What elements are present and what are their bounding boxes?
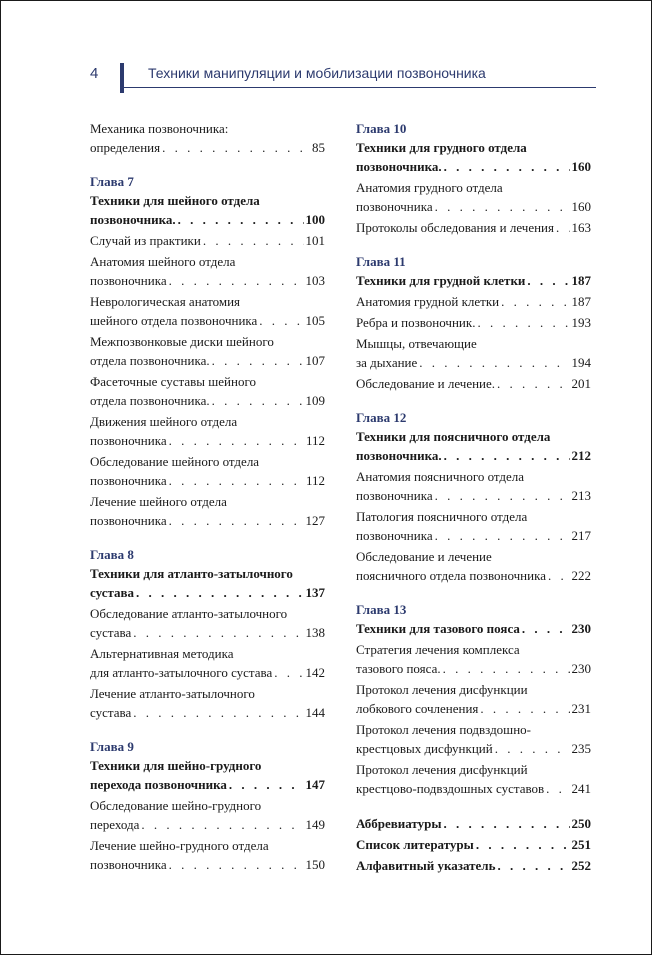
toc-page-number: 250 [571, 816, 591, 831]
toc-entry[interactable] [356, 218, 591, 237]
toc-entry-text: лобкового сочленения [356, 701, 479, 716]
toc-entry[interactable] [90, 604, 325, 642]
toc-entry-last-line [356, 619, 591, 638]
toc-page-number: 187 [571, 273, 591, 288]
toc-entry[interactable] [356, 760, 591, 798]
chapter-label: Глава 12 [356, 410, 407, 425]
toc-entry-text: Анатомия грудного отдела [356, 180, 503, 195]
toc-entry-last-line [356, 814, 591, 833]
toc-entry-last-line [90, 431, 325, 450]
toc-entry[interactable] [90, 452, 325, 490]
toc-page-number: 241 [571, 781, 591, 796]
toc-page-number: 100 [305, 212, 325, 227]
toc-page-number: 230 [571, 621, 591, 636]
toc-page-number: 251 [571, 837, 591, 852]
toc-page-number: 187 [571, 294, 591, 309]
toc-page-number: 109 [305, 393, 325, 408]
toc-page-number: 112 [305, 473, 325, 488]
toc-page-number: 149 [305, 817, 325, 832]
toc-page-number: 147 [305, 777, 325, 792]
toc-entry-text: Обследование атланто-затылочного [90, 606, 288, 621]
dot-leader [497, 856, 569, 875]
toc-entry[interactable] [90, 372, 325, 410]
toc-entry-last-line [356, 486, 591, 505]
toc-page-number: 144 [305, 705, 325, 720]
toc-entry-text: Патология поясничного отдела [356, 509, 528, 524]
toc-page-number: 252 [571, 858, 591, 873]
toc-entry-text: позвоночника [90, 857, 167, 872]
dot-leader [136, 583, 303, 602]
dot-leader [522, 619, 570, 638]
toc-entry-text: за дыхание [356, 355, 418, 370]
dot-leader [477, 313, 569, 332]
toc-entry-last-line [90, 623, 325, 642]
chapter-label: Глава 13 [356, 602, 407, 617]
toc-entry-text: для атланто-затылочного сустава [90, 665, 273, 680]
toc-entry-text: Стратегия лечения комплекса [356, 642, 520, 657]
toc-chapter-title[interactable] [356, 835, 591, 854]
toc-entry-last-line [90, 351, 325, 370]
toc-entry-last-line [356, 292, 591, 311]
dot-leader [169, 511, 304, 530]
toc-entry-text: Альтернативная методика [90, 646, 234, 661]
toc-entry-text: тазового пояса. [356, 661, 441, 676]
dot-leader [444, 446, 570, 465]
dot-leader [444, 814, 570, 833]
toc-entry-text: Движения шейного отдела [90, 414, 238, 429]
toc-entry-text: Техники для грудного отдела [356, 140, 527, 155]
dot-leader [212, 391, 304, 410]
toc-page-number: 201 [571, 376, 591, 391]
header-rule [120, 87, 596, 88]
dot-leader [169, 471, 304, 490]
toc-entry-last-line [90, 471, 325, 490]
toc-entry[interactable] [90, 492, 325, 530]
dot-leader [133, 623, 303, 642]
toc-entry-last-line [356, 446, 591, 465]
toc-entry-text: Случай из практики [90, 233, 201, 248]
running-title: Техники манипуляции и мобилизации позвоночника [148, 65, 486, 81]
toc-entry-text: Анатомия поясничного отдела [356, 469, 525, 484]
toc-entry-text: Техники для грудной клетки [356, 273, 526, 288]
toc-entry[interactable] [90, 252, 325, 290]
toc-entry[interactable] [356, 467, 591, 505]
toc-page-number: 163 [571, 220, 591, 235]
dot-leader [556, 218, 570, 237]
toc-entry-text: Лечение шейного отдела [90, 494, 227, 509]
dot-leader [546, 779, 569, 798]
toc-entry[interactable] [356, 374, 591, 393]
toc-entry-last-line [356, 197, 591, 216]
toc-entry[interactable] [90, 231, 325, 250]
toc-entry-text: Межпозвонковые диски шейного [90, 334, 274, 349]
toc-entry-last-line [356, 353, 591, 372]
toc-page-number: 212 [571, 448, 591, 463]
toc-page-number: 105 [305, 313, 325, 328]
toc-entry-last-line [90, 855, 325, 874]
chapter-label: Глава 7 [90, 174, 134, 189]
dot-leader [476, 835, 570, 854]
toc-entry-last-line [356, 374, 591, 393]
dot-leader [162, 138, 310, 157]
toc-entry-last-line [90, 231, 325, 250]
toc-entry-text: Фасеточные суставы шейного [90, 374, 256, 389]
toc-entry[interactable] [356, 178, 591, 216]
toc-entry-last-line [90, 271, 325, 290]
toc-entry-text: Лечение атланто-затылочного [90, 686, 255, 701]
toc-entry-last-line [356, 699, 591, 718]
toc-entry-text: Техники для тазового пояса [356, 621, 520, 636]
toc-chapter-title[interactable] [356, 619, 591, 638]
toc-entry[interactable] [356, 292, 591, 311]
toc-page-number: 230 [571, 661, 591, 676]
toc-chapter-title[interactable] [90, 191, 325, 229]
toc-entry[interactable] [90, 684, 325, 722]
toc-entry[interactable] [90, 119, 325, 157]
dot-leader [480, 699, 569, 718]
toc-page-number: 137 [305, 585, 325, 600]
toc-page-number: 160 [571, 199, 591, 214]
toc-entry[interactable] [356, 720, 591, 758]
toc-entry-text: Анатомия грудной клетки [356, 294, 500, 309]
toc-entry-last-line [356, 526, 591, 545]
toc-entry-text: сустава [90, 585, 135, 600]
toc-page-number: 194 [571, 355, 591, 370]
toc-page-number: 142 [305, 665, 325, 680]
toc-entry-text: Обследование и лечение. [356, 376, 496, 391]
toc-entry-text: позвоночника [90, 433, 167, 448]
toc-entry[interactable] [90, 644, 325, 682]
toc-entry-text: Протокол лечения подвздошно- [356, 722, 531, 737]
toc-entry-last-line [356, 835, 591, 854]
toc-page-number: 85 [312, 140, 325, 155]
toc-chapter-title[interactable] [356, 427, 591, 465]
toc-page-number: 107 [305, 353, 325, 368]
dot-leader [435, 197, 570, 216]
toc-entry-text: позвоночника. [356, 448, 442, 463]
toc-entry[interactable] [356, 507, 591, 545]
toc-chapter-title[interactable] [356, 856, 591, 875]
toc-entry-text: Протокол лечения дисфункции [356, 682, 528, 697]
toc-entry-text: позвоночника. [356, 159, 442, 174]
toc-entry[interactable] [90, 292, 325, 330]
toc-entry-text: Механика позвоночника: [90, 121, 229, 136]
toc-entry-text: крестцово-подвздошных суставов [356, 781, 545, 796]
chapter-label: Глава 11 [356, 254, 406, 269]
toc-page-number: 231 [571, 701, 591, 716]
toc-entry-last-line [356, 271, 591, 290]
toc-entry-last-line [356, 218, 591, 237]
chapter-label: Глава 10 [356, 121, 407, 136]
toc-page-number: 217 [571, 528, 591, 543]
toc-entry-text: позвоночника. [90, 212, 176, 227]
dot-leader [495, 739, 570, 758]
toc-entry-text: сустава [90, 705, 132, 720]
toc-entry-text: Техники для шейно-грудного [90, 758, 262, 773]
toc-entry-text: перехода [90, 817, 140, 832]
toc-page-number: 103 [305, 273, 325, 288]
toc-entry-text: отдела позвоночника. [90, 393, 210, 408]
section-spacer [356, 800, 591, 814]
toc-entry-text: Список литературы [356, 837, 474, 852]
toc-entry-text: отдела позвоночника. [90, 353, 210, 368]
toc-entry-text: позвоночника [356, 488, 433, 503]
dot-leader [169, 431, 304, 450]
toc-entry-last-line [90, 583, 325, 602]
toc-entry[interactable] [356, 547, 591, 585]
page-header [90, 63, 596, 93]
toc-chapter-title[interactable] [90, 564, 325, 602]
toc-entry-last-line [356, 779, 591, 798]
dot-leader [548, 566, 570, 585]
toc-entry[interactable] [356, 680, 591, 718]
toc-right-column [356, 119, 591, 877]
toc-entry-text: Неврологическая анатомия [90, 294, 241, 309]
toc-entry-text: позвоночника [90, 473, 167, 488]
toc-entry[interactable] [356, 313, 591, 332]
toc-entry-text: Лечение шейно-грудного отдела [90, 838, 269, 853]
toc-entry-text: шейного отдела позвоночника [90, 313, 258, 328]
toc-entry-text: Протоколы обследования и лечения [356, 220, 554, 235]
toc-entry-text: сустава [90, 625, 132, 640]
toc-entry-last-line [90, 663, 325, 682]
toc-page-number: 101 [305, 233, 325, 248]
toc-entry-text: Техники для атланто-затылочного [90, 566, 293, 581]
toc-entry-last-line [90, 815, 325, 834]
toc-page-number: 160 [571, 159, 591, 174]
dot-leader [435, 486, 570, 505]
toc-entry-text: Обследование шейного отдела [90, 454, 260, 469]
dot-leader [169, 855, 304, 874]
dot-leader [274, 663, 303, 682]
toc-entry-last-line [90, 210, 325, 229]
dot-leader [212, 351, 304, 370]
dot-leader [178, 210, 304, 229]
toc-entry-text: Анатомия шейного отдела [90, 254, 236, 269]
toc-entry-text: Мышцы, отвечающие [356, 336, 477, 351]
toc-entry-text: перехода позвоночника [90, 777, 227, 792]
dot-leader [435, 526, 570, 545]
chapter-label: Глава 8 [90, 547, 134, 562]
toc-entry-text: Алфавитный указатель [356, 858, 496, 873]
dot-leader [133, 703, 303, 722]
toc-entry-text: Техники для шейного отдела [90, 193, 260, 208]
toc-entry-last-line [356, 157, 591, 176]
dot-leader [141, 815, 303, 834]
toc-entry-last-line [356, 659, 591, 678]
toc-entry-text: Техники для поясничного отдела [356, 429, 551, 444]
dot-leader [497, 374, 569, 393]
toc-entry-last-line [90, 311, 325, 330]
toc-left-column [90, 119, 325, 876]
toc-entry-text: поясничного отдела позвоночника [356, 568, 546, 583]
toc-entry[interactable] [90, 796, 325, 834]
dot-leader [443, 659, 570, 678]
chapter-label: Глава 9 [90, 739, 134, 754]
toc-entry-text: позвоночника [90, 513, 167, 528]
toc-chapter-title[interactable] [356, 271, 591, 290]
dot-leader [203, 231, 304, 250]
toc-entry-last-line [90, 138, 325, 157]
toc-entry[interactable] [356, 640, 591, 678]
toc-entry-text: позвоночника [356, 199, 433, 214]
toc-entry-text: Протокол лечения дисфункций [356, 762, 528, 777]
dot-leader [444, 157, 570, 176]
toc-page-number: 235 [571, 741, 591, 756]
page-number: 4 [90, 65, 99, 82]
toc-entry-last-line [90, 391, 325, 410]
toc-entry-last-line [90, 775, 325, 794]
toc-page-number: 127 [305, 513, 325, 528]
toc-entry-last-line [356, 739, 591, 758]
toc-entry[interactable] [90, 836, 325, 874]
toc-entry-text: позвоночника [356, 528, 433, 543]
dot-leader [259, 311, 303, 330]
toc-entry[interactable] [356, 334, 591, 372]
toc-entry-last-line [356, 856, 591, 875]
toc-entry-text: Аббревиатуры [356, 816, 442, 831]
toc-entry-text: Обследование и лечение [356, 549, 492, 564]
toc-page-number: 112 [305, 433, 325, 448]
toc-chapter-title[interactable] [356, 814, 591, 833]
toc-entry-text: определения [90, 140, 161, 155]
toc-entry-last-line [356, 566, 591, 585]
dot-leader [527, 271, 569, 290]
header-accent-bar [120, 63, 124, 93]
toc-entry-text: Обследование шейно-грудного [90, 798, 262, 813]
toc-entry-last-line [356, 313, 591, 332]
toc-page-number: 222 [571, 568, 591, 583]
toc-entry-last-line [90, 511, 325, 530]
toc-page-number: 193 [571, 315, 591, 330]
dot-leader [169, 271, 304, 290]
toc-entry-text: крестцовых дисфункций [356, 741, 493, 756]
toc-page-number: 150 [305, 857, 325, 872]
toc-chapter-title[interactable] [90, 756, 325, 794]
toc-entry[interactable] [90, 332, 325, 370]
toc-entry[interactable] [90, 412, 325, 450]
toc-chapter-title[interactable] [356, 138, 591, 176]
toc-entry-text: Ребра и позвоночник. [356, 315, 476, 330]
dot-leader [501, 292, 569, 311]
toc-page-number: 138 [305, 625, 325, 640]
toc-entry-last-line [90, 703, 325, 722]
toc-entry-text: позвоночника [90, 273, 167, 288]
dot-leader [229, 775, 304, 794]
dot-leader [419, 353, 569, 372]
toc-page-number: 213 [571, 488, 591, 503]
